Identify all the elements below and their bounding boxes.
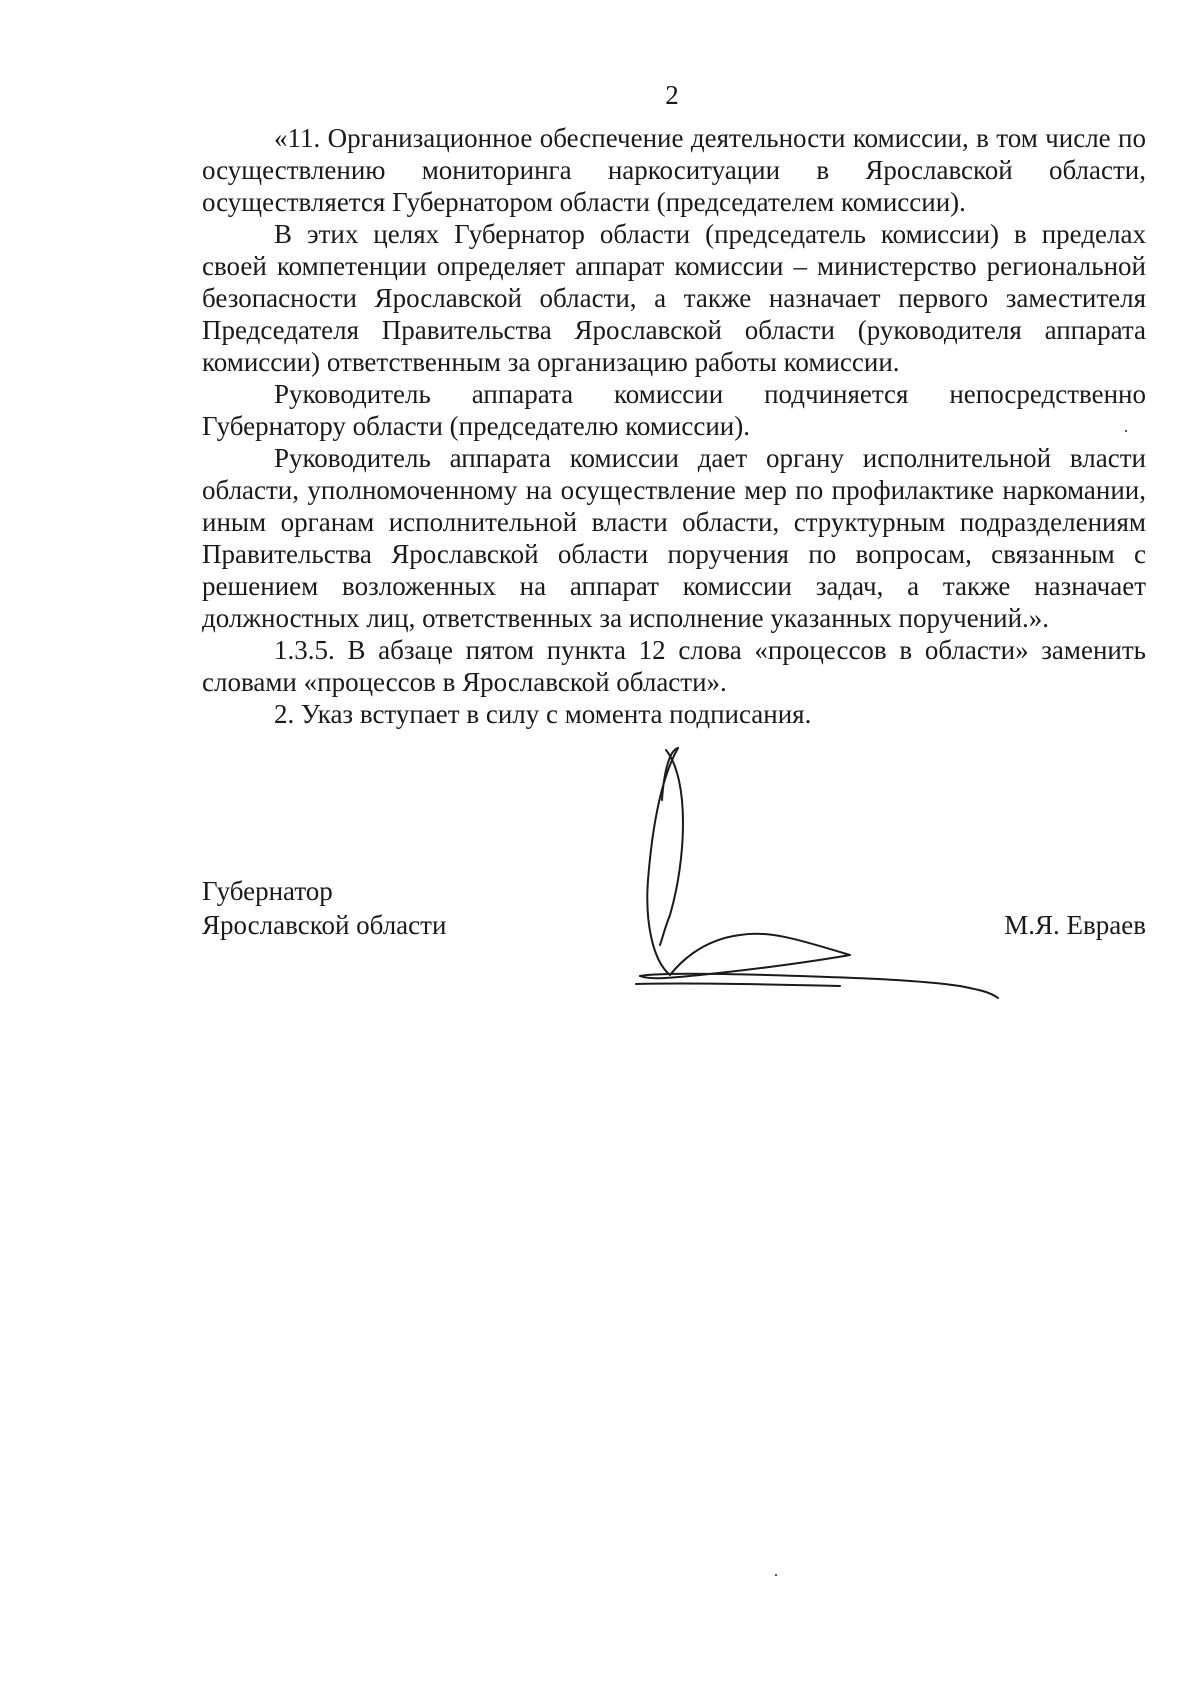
- paragraph-instructions: Руководитель аппарата комиссии дает органу исполнительной власти области, уполномоченному на осуществление мер по профилактике наркомании, иным органам исполнительной власти области, структурным подразделениям Правительства Ярославской области поручения по вопросам, связанным с решением возложенных на аппарат комиссии задач, а также назначает должностных лиц, ответственных за исполнение указанных поручений.».: [202, 443, 1146, 633]
- scan-speck: [1125, 430, 1127, 432]
- document-body: [202, 122, 1146, 730]
- paragraph-amendment-1-3-5: 1.3.5. В абзаце пятом пункта 12 слова «процессов в области» заменить словами «процессов в Ярославской области».: [202, 635, 1146, 697]
- signatory-name: М.Я. Евраев: [1004, 910, 1146, 940]
- paragraph-effective-date: 2. Указ вступает в силу с момента подписания.: [274, 699, 812, 729]
- page-number: 2: [665, 80, 679, 110]
- signatory-position-line1: Губернатор: [202, 876, 333, 906]
- paragraph-item-11: «11. Организационное обеспечение деятельности комиссии, в том числе по осуществлению мониторинга наркоситуации в Ярославской области, осуществляется Губернатором области (председателем комиссии).: [202, 123, 1146, 217]
- paragraph-apparatus: В этих целях Губернатор области (председатель комиссии) в пределах своей компетенции определяет аппарат комиссии – министерство региональной безопасности Ярославской области, а также назначает первого заместителя Председателя Правительства Ярославской области (руководителя аппарата комиссии) ответственным за организацию работы комиссии.: [202, 219, 1146, 377]
- scan-speck: [775, 1574, 777, 1576]
- paragraph-subordination: Руководитель аппарата комиссии подчиняется непосредственно Губернатору области (председателю комиссии).: [202, 379, 1146, 441]
- handwritten-signature: [600, 740, 1060, 1040]
- signatory-position-line2: Ярославской области: [202, 910, 447, 940]
